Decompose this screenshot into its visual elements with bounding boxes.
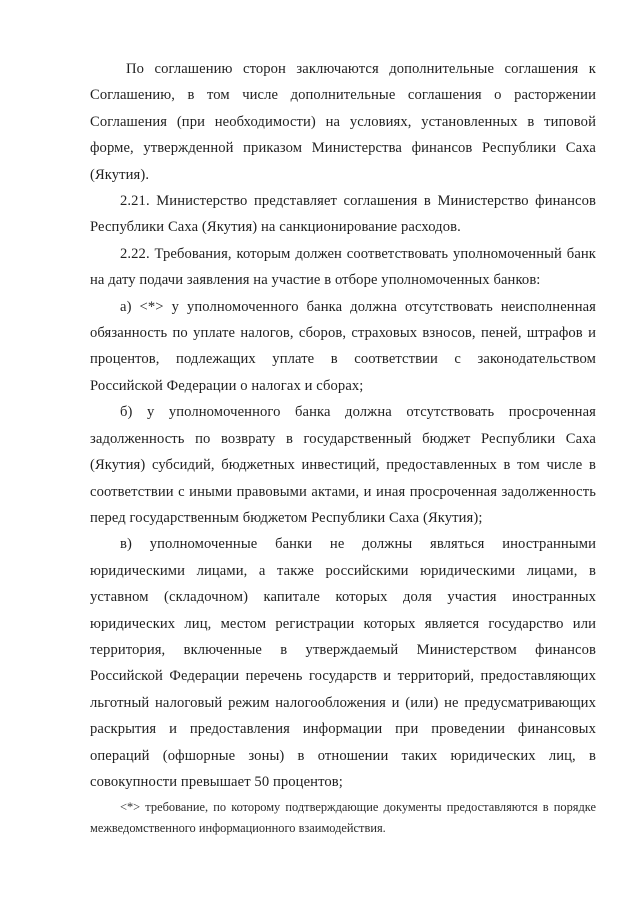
- footnote: <*> требование, по которому подтверждающие документы предоставляются в порядке межведомственного информационного взаимодействия.: [90, 800, 596, 836]
- paragraph-supplementary-agreements: По соглашению сторон заключаются дополнительные соглашения к Соглашению, в том числе дополнительные соглашения о расторжении Соглашения (при необходимости) на условиях, установленных в типовой форме, утвержденной приказом Министерства финансов Республики Саха (Якутия).: [90, 61, 596, 183]
- paragraph-requirement-b: б) у уполномоченного банка должна отсутствовать просроченная задолженность по возврату в государственный бюджет Республики Саха (Якутия) субсидий, бюджетных инвестиций, предоставленных в том числе в соответствии с иными правовыми актами, и иная просроченная задолженность перед государственным бюджетом Республики Саха (Якутия);: [90, 404, 596, 526]
- paragraph-2-22: 2.22. Требования, которым должен соответствовать уполномоченный банк на дату подачи заявления на участие в отборе уполномоченных банков:: [90, 245, 596, 289]
- paragraph-requirement-v: в) уполномоченные банки не должны являться иностранными юридическими лицами, а также российскими юридическими лицами, в уставном (складочном) капитале которых доля участия иностранных юридических лиц, местом регистрации которых является государство или территория, включенные в утверждаемый Министерством финансов Российской Федерации перечень государств и территорий, предоставляющих льготный налоговый режим налогообложения и (или) не предусматривающих раскрытия и предоставления информации при проведении финансовых операций (офшорные зоны) в отношении таких юридических лиц, в совокупности превышает 50 процентов;: [90, 536, 596, 790]
- paragraph-requirement-a: а) <*> у уполномоченного банка должна отсутствовать неисполненная обязанность по уплате налогов, сборов, страховых взносов, пеней, штрафов и процентов, подлежащих уплате в соответствии с законодательством Российской Федерации о налогах и сборах;: [90, 298, 596, 394]
- paragraph-2-21: 2.21. Министерство представляет соглашения в Министерство финансов Республики Саха (Якутия) на санкционирование расходов.: [90, 193, 596, 236]
